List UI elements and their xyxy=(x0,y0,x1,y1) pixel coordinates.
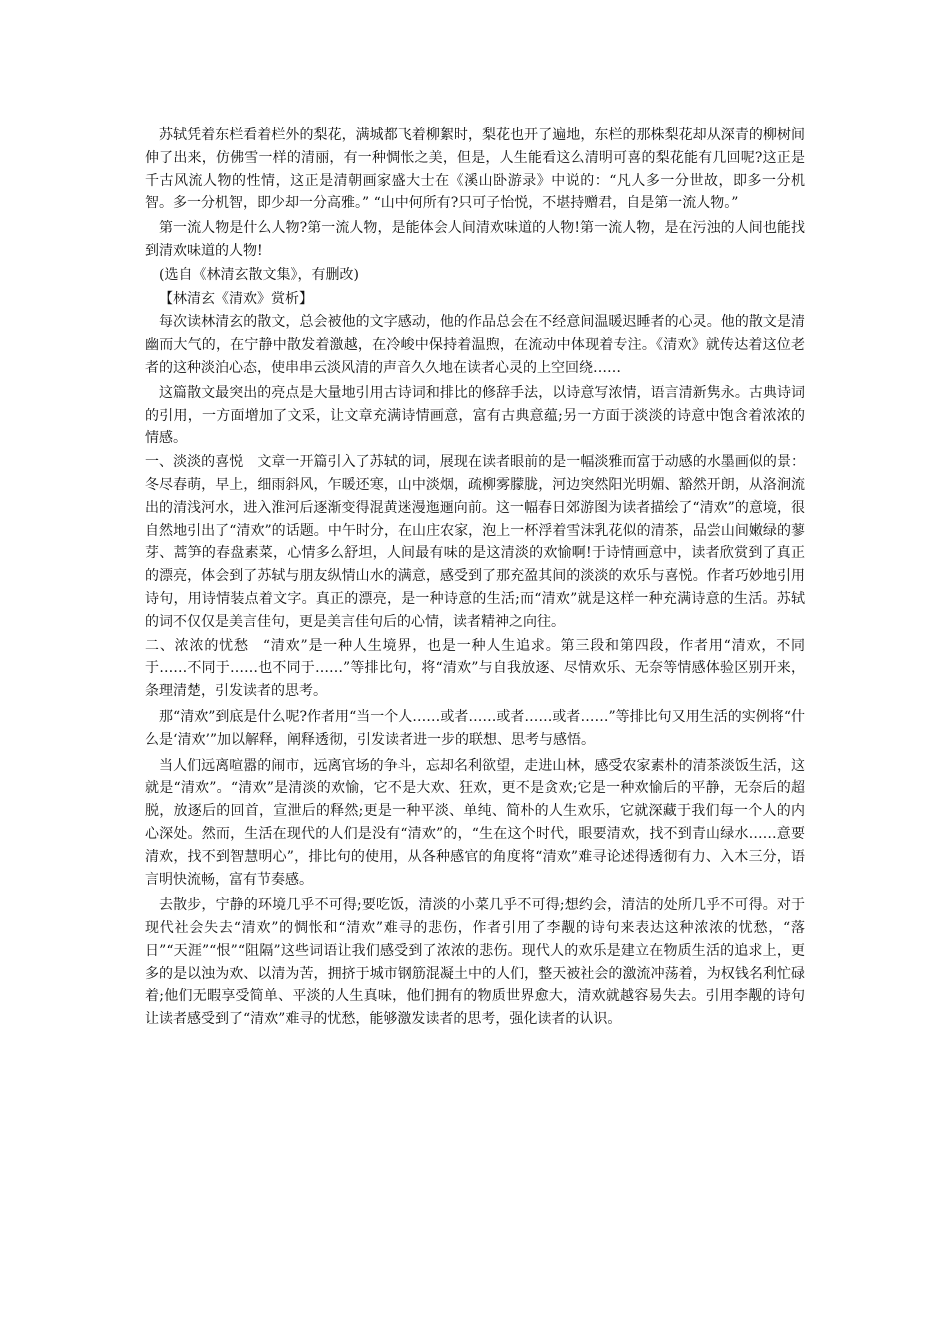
paragraph-what-is-qinghuan: 那“清欢”到底是什么呢?作者用“当一个人……或者……或者……或者……”等排比句又用生活的实例将“什么是‘清欢’”加以解释，阐释透彻，引发读者进一步的联想、思考与感悟。 xyxy=(145,708,805,748)
section-heading-light-joy: 一、淡淡的喜悦 xyxy=(145,454,244,471)
section-body-deep-sorrow: “清欢”是一种人生境界，也是一种人生追求。第三段和第四段，作者用“清欢，不同于……不同于……也不同于……”等排比句，将“清欢”与自我放逐、尽情欢乐、无奈等情感体验区别开来，条理清楚，引发读者的思考。 xyxy=(145,637,805,700)
section-deep-sorrow xyxy=(145,635,805,703)
paragraph-highlights: 这篇散文最突出的亮点是大量地引用古诗词和排比的修辞手法，以诗意写浓情，语言清新隽永。古典诗词的引用，一方面增加了文采，让文章充满诗情画意，富有古典意蕴;另一方面于淡淡的诗意中饱含着浓浓的情感。 xyxy=(145,384,805,447)
paragraph-reading-feelings: 每次读林清玄的散文，总会被他的文字感动，他的作品总会在不经意间温暖迟睡者的心灵。他的散文是清幽而大气的，在宁静中散发着激越，在冷峻中保持着温煦，在流动中体现着专注。《清欢》就传达着这位老者的这种淡泊心态，使串串云淡风清的声音久久地在读者心灵的上空回绕…… xyxy=(145,314,805,376)
paragraph-su-shi-pear-blossoms: 苏轼凭着东栏看着栏外的梨花，满城都飞着柳絮时，梨花也开了遍地，东栏的那株梨花却从深青的柳树间伸了出来，仿佛雪一样的清丽，有一种惆怅之美，但是，人生能看这么清明可喜的梨花能有几回呢?这正是千古风流人物的性情，这正是清朝画家盛大士在《溪山卧游录》中说的：“凡人多一分世故，即多一分机智。多一分机智，即少却一分高雅。” “山中何所有?只可子怡悦，不堪持赠君，自是第一流人物。” xyxy=(145,127,805,212)
document-page xyxy=(145,124,805,1031)
paragraph-first-class-person: 第一流人物是什么人物?第一流人物，是能体会人间清欢味道的人物!第一流人物，是在污浊的人间也能找到清欢味道的人物! xyxy=(145,220,805,259)
section-light-joy xyxy=(145,451,805,633)
section-heading-deep-sorrow: 二、浓浓的忧愁 xyxy=(145,637,249,654)
section-body-light-joy: 文章一开篇引入了苏轼的词，展现在读者眼前的是一幅淡雅而富于动感的水墨画似的景：冬尽春萌，早上，细雨斜风，乍暖还寒，山中淡烟，疏柳雾朦胧，河边突然阳光明媚、豁然开朗，从洛涧流出的清浅河水，进入淮河后逐渐变得混黄迷漫迤逦向前。这一幅春日郊游图为读者描绘了“清欢”的意境，很自然地引出了“清欢”的话题。中午时分，在山庄农家，泡上一杯浮着雪沫乳花似的清茶，品尝山间嫩绿的蓼芽、蒿笋的春盘素菜，心情多么舒坦，人间最有味的是这清淡的欢愉啊!于诗情画意中，读者欣赏到了真正的漂亮，体会到了苏轼与朋友纵情山水的满意，感受到了那充盈其间的淡淡的欢乐与喜悦。作者巧妙地引用诗句，用诗情装点着文字。真正的漂亮，是一种诗意的生活;而“清欢”就是这样一种充满诗意的生活。苏轼的词不仅仅是美言佳句，更是美言佳句后的心情，读者精神之向往。 xyxy=(145,454,805,630)
paragraph-modern-life: 去散步，宁静的环境几乎不可得;要吃饭，清淡的小菜几乎不可得;想约会，清洁的处所几乎不可得。对于现代社会失去“清欢”的惆怅和“清欢”难寻的悲伤，作者引用了李觏的诗句来表达这种浓浓的忧愁，“落日”“天涯”“恨”“阻隔”这些词语让我们感受到了浓浓的悲伤。现代人的欢乐是建立在物质生活的追求上，更多的是以浊为欢、以清为苦，拥挤于城市钢筋混凝土中的人们，整天被社会的激流冲荡着，为权钱名利忙碌着;他们无暇享受简单、平淡的人生真味，他们拥有的物质世界愈大，清欢就越容易失去。引用李觏的诗句让读者感受到了“清欢”难寻的忧愁，能够激发读者的思考，强化读者的认识。 xyxy=(145,897,805,1028)
appreciation-title: 【林清玄《清欢》赏析】 xyxy=(159,290,313,307)
paragraph-qinghuan-explained: 当人们远离喧嚣的闹市，远离官场的争斗，忘却名利欲望，走进山林，感受农家素朴的清茶淡饭生活，这就是“清欢”。“清欢”是清淡的欢愉，它不是大欢、狂欢，更不是贪欢;它是一种欢愉后的平静，无奈后的超脱，放逐后的回首，宣泄后的释然;更是一种平淡、单纯、简朴的人生欢乐，它就深藏于我们每一个人的内心深处。然而，生活在现代的人们是没有“清欢”的，“生在这个时代，眼要清欢，找不到青山绿水……意要清欢，找不到智慧明心”，排比句的使用，从各种感官的角度将“清欢”难寻论述得透彻有力、入木三分，语言明快流畅，富有节奏感。 xyxy=(145,757,805,888)
source-note: (选自《林清玄散文集》，有删改) xyxy=(159,266,359,283)
